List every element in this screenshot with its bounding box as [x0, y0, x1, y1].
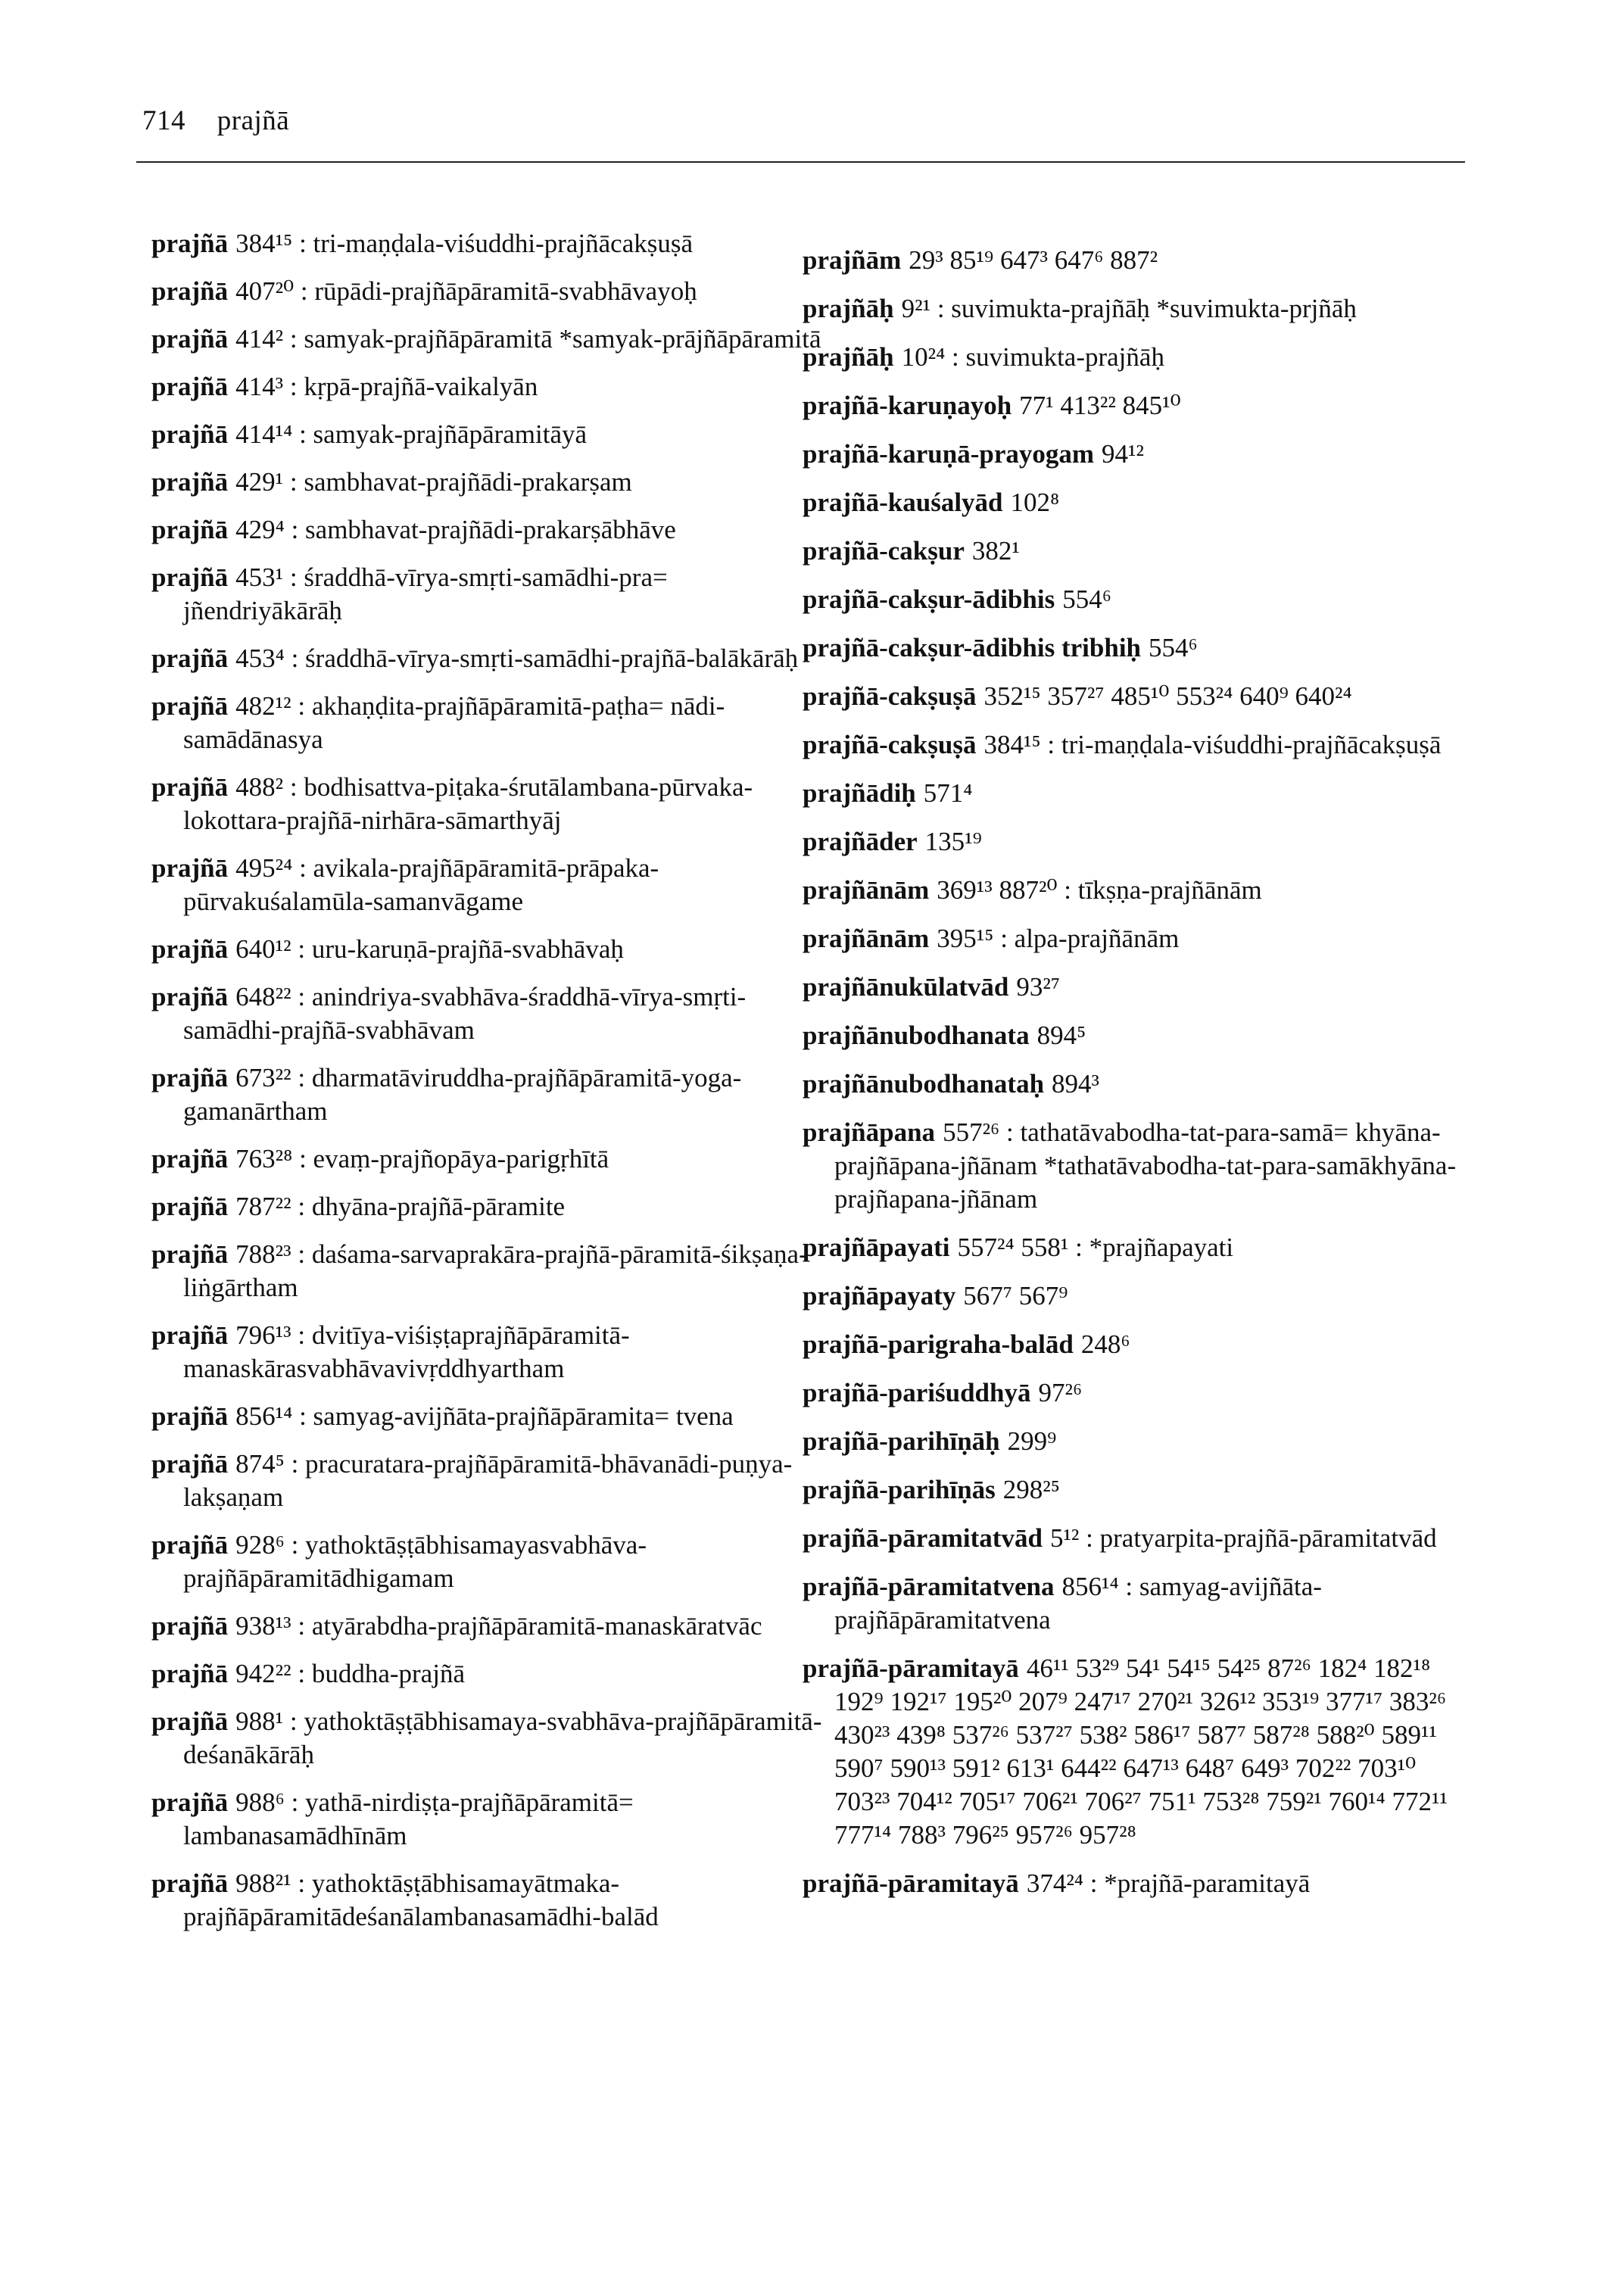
entry-headword: prajñā — [151, 1611, 229, 1641]
entry-references: 894³ — [1052, 1069, 1100, 1099]
entry-references: 384¹⁵ : tri-maṇḍala-viśuddhi-prajñācakṣuṣā — [235, 229, 694, 258]
entry-references: 369¹³ 887²⁰ : tīkṣṇa-prajñānām — [937, 875, 1262, 905]
entry-references: 571⁴ — [923, 778, 973, 808]
entry-headword: prajñāḥ — [803, 342, 894, 372]
entry-references: 673²² : dharmatāviruddha-prajñāpāramitā-yoga-gamanārtham — [183, 1063, 742, 1126]
entry-headword: prajñā-pāramitatvena — [803, 1572, 1055, 1601]
entry-references: 429¹ : sambhavat-prajñādi-prakarṣam — [235, 467, 632, 497]
entry-headword: prajñā — [151, 772, 229, 802]
index-entry — [803, 389, 1469, 422]
index-entry — [803, 1570, 1469, 1637]
entry-references: 395¹⁵ : alpa-prajñānām — [937, 924, 1180, 953]
entry-headword: prajñānubodhanataḥ — [803, 1069, 1045, 1099]
index-entry — [151, 1657, 833, 1691]
entry-references: 938¹³ : atyārabdha-prajñāpāramitā-manaskāratvāc — [235, 1611, 762, 1641]
index-entry — [151, 561, 833, 628]
entry-references: 557²⁴ 558¹ : *prajñapayati — [957, 1233, 1234, 1262]
index-entry — [803, 486, 1469, 519]
entry-headword: prajñādiḥ — [803, 778, 916, 808]
index-entry — [803, 1652, 1469, 1852]
index-entry — [151, 513, 833, 547]
entry-headword: prajñā — [151, 1530, 229, 1560]
index-entry — [803, 1328, 1469, 1361]
entry-headword: prajñā — [151, 276, 229, 306]
entry-headword: prajñā-cakṣuṣā — [803, 681, 977, 711]
entry-references: 102⁸ — [1010, 488, 1060, 517]
index-entry — [803, 583, 1469, 616]
index-entry — [803, 1279, 1469, 1313]
index-entry — [151, 1142, 833, 1176]
index-entry — [151, 1867, 833, 1934]
index-entry — [803, 631, 1469, 665]
entry-headword: prajñā — [151, 1144, 229, 1173]
entry-references: 928⁶ : yathoktāṣṭābhisamayasvabhāva-prajñāpāramitādhigamam — [183, 1530, 647, 1593]
index-entry — [151, 933, 833, 966]
header-rule — [136, 161, 1465, 163]
index-entry — [803, 971, 1469, 1004]
entry-references: 299⁹ — [1007, 1426, 1057, 1456]
entry-headword: prajñā — [151, 419, 229, 449]
index-entry — [151, 227, 833, 260]
index-entry — [803, 922, 1469, 955]
index-entry — [151, 1448, 833, 1514]
running-headword: prajñā — [217, 105, 290, 136]
index-entry — [151, 690, 833, 756]
entry-references: 988⁶ : yathā-nirdiṣṭa-prajñāpāramitā= lambanasamādhīnām — [183, 1788, 634, 1850]
entry-headword: prajñā-pariśuddhyā — [803, 1378, 1031, 1407]
index-entry — [151, 642, 833, 675]
entry-references: 135¹⁹ — [924, 827, 982, 856]
index-entry — [803, 1068, 1469, 1101]
index-entry — [151, 1238, 833, 1304]
index-entry — [151, 275, 833, 308]
entry-headword: prajñāpayaty — [803, 1281, 956, 1311]
entry-headword: prajñā — [151, 1063, 229, 1092]
entry-references: 557²⁶ : tathatāvabodha-tat-para-samā= khyāna-prajñāpana-jñānam *tathatāvabodha-tat-para-samākhyāna-prajñapana-jñānam — [834, 1117, 1457, 1214]
entry-headword: prajñānubodhanata — [803, 1021, 1030, 1050]
entry-references: 93²⁷ — [1016, 972, 1061, 1002]
entry-references: 352¹⁵ 357²⁷ 485¹⁰ 553²⁴ 640⁹ 640²⁴ — [983, 681, 1352, 711]
entry-headword: prajñā — [151, 982, 229, 1011]
index-entry — [803, 292, 1469, 326]
entry-references: 414³ : kṛpā-prajñā-vaikalyān — [235, 372, 538, 401]
index-entry — [151, 1529, 833, 1595]
entry-headword: prajñāder — [803, 827, 918, 856]
entry-headword: prajñā — [151, 1239, 229, 1269]
index-entry — [803, 874, 1469, 907]
entry-headword: prajñā — [151, 1788, 229, 1817]
index-entry — [803, 341, 1469, 374]
index-entry — [151, 1705, 833, 1772]
entry-headword: prajñānām — [803, 875, 930, 905]
entry-headword: prajñā — [151, 1401, 229, 1431]
entry-headword: prajñāpayati — [803, 1233, 950, 1262]
index-entry — [151, 771, 833, 837]
entry-references: 414¹⁴ : samyak-prajñāpāramitāyā — [235, 419, 588, 449]
index-entry — [151, 980, 833, 1047]
index-entry — [803, 1116, 1469, 1216]
entry-headword: prajñā-cakṣur — [803, 536, 965, 566]
index-entry — [803, 1019, 1469, 1052]
entry-headword: prajñā — [151, 229, 229, 258]
index-entry — [151, 1061, 833, 1128]
entry-references: 640¹² : uru-karuṇā-prajñā-svabhāvaḥ — [235, 934, 624, 964]
entry-references: 453¹ : śraddhā-vīrya-smṛti-samādhi-pra= jñendriyākārāḥ — [183, 563, 668, 625]
entry-headword: prajñā-cakṣur-ādibhis — [803, 584, 1055, 614]
entry-references: 856¹⁴ : samyag-avijñāta-prajñāpāramita= tvena — [235, 1401, 734, 1431]
entry-references: 894⁵ — [1036, 1021, 1086, 1050]
entry-headword: prajñā-pāramitayā — [803, 1869, 1019, 1898]
index-entry — [803, 1473, 1469, 1507]
index-entry — [151, 370, 833, 404]
index-entry — [803, 244, 1469, 277]
entry-references: 874⁵ : pracuratara-prajñāpāramitā-bhāvanādi-puṇya-lakṣaṇam — [183, 1449, 793, 1512]
index-entry — [803, 777, 1469, 810]
entry-headword: prajñā — [151, 467, 229, 497]
entry-headword: prajñā-parihīṇāḥ — [803, 1426, 1000, 1456]
entry-headword: prajñā — [151, 1869, 229, 1898]
entry-headword: prajñā — [151, 563, 229, 592]
entry-headword: prajñā — [151, 1320, 229, 1350]
entry-headword: prajñā-karuṇā-prayogam — [803, 439, 1095, 469]
index-entry — [151, 852, 833, 918]
index-entry — [803, 1231, 1469, 1264]
entry-references: 554⁶ — [1149, 633, 1198, 662]
entry-headword: prajñā — [151, 324, 229, 354]
right-column — [803, 244, 1469, 1915]
index-entry — [803, 1376, 1469, 1410]
entry-references: 407²⁰ : rūpādi-prajñāpāramitā-svabhāvayoḥ — [235, 276, 697, 306]
entry-headword: prajñā — [151, 515, 229, 544]
entry-references: 94¹² — [1102, 439, 1145, 469]
entry-references: 495²⁴ : avikala-prajñāpāramitā-prāpaka-pūrvakuśalamūla-samanvāgame — [183, 853, 659, 916]
index-entry — [803, 438, 1469, 471]
index-entry — [803, 1867, 1469, 1900]
entry-references: 567⁷ 567⁹ — [963, 1281, 1068, 1311]
entry-headword: prajñā — [151, 853, 229, 883]
entry-headword: prajñā — [151, 691, 229, 721]
entry-references: 298²⁵ — [1002, 1475, 1060, 1504]
entry-references: 374²⁴ : *prajñā-paramitayā — [1026, 1869, 1311, 1898]
index-entry — [803, 535, 1469, 568]
entry-references: 763²⁸ : evaṃ-prajñopāya-parigṛhītā — [235, 1144, 609, 1173]
entry-references: 77¹ 413²² 845¹⁰ — [1019, 391, 1181, 420]
entry-references: 29³ 85¹⁹ 647³ 647⁶ 887² — [909, 245, 1158, 275]
entry-headword: prajñāpana — [803, 1117, 936, 1147]
entry-headword: prajñā — [151, 644, 229, 673]
entry-references: 988²¹ : yathoktāṣṭābhisamayātmaka-prajñāpāramitādeśanālambanasamādhi-balād — [183, 1869, 659, 1931]
entry-references: 488² : bodhisattva-piṭaka-śrutālambana-pūrvaka-lokottara-prajñā-nirhāra-sāmarthyāj — [183, 772, 753, 835]
entry-headword: prajñā — [151, 372, 229, 401]
entry-headword: prajñāḥ — [803, 294, 894, 323]
entry-headword: prajñā-pāramitatvād — [803, 1523, 1043, 1553]
entry-headword: prajñām — [803, 245, 902, 275]
entry-headword: prajñā-cakṣur-ādibhis tribhiḥ — [803, 633, 1142, 662]
index-entry — [803, 680, 1469, 713]
entry-references: 10²⁴ : suvimukta-prajñāḥ — [901, 342, 1164, 372]
index-entry — [151, 323, 833, 356]
entry-references: 9²¹ : suvimukta-prajñāḥ *suvimukta-prjñāḥ — [901, 294, 1357, 323]
entry-references: 414² : samyak-prajñāpāramitā *samyak-prājñāpāramitā — [235, 324, 821, 354]
index-entry — [803, 728, 1469, 762]
page-header — [142, 104, 289, 137]
left-column — [151, 227, 833, 1948]
entry-references: 787²² : dhyāna-prajñā-pāramite — [235, 1192, 566, 1221]
index-entry — [151, 466, 833, 499]
entry-references: 248⁶ — [1080, 1329, 1130, 1359]
index-entry — [151, 1786, 833, 1853]
index-entry — [151, 1400, 833, 1433]
entry-headword: prajñā — [151, 1192, 229, 1221]
entry-references: 788²³ : daśama-sarvaprakāra-prajñā-pāramitā-śikṣaṇa-liṅgārtham — [183, 1239, 808, 1302]
index-entry — [803, 1425, 1469, 1458]
entry-headword: prajñānukūlatvād — [803, 972, 1009, 1002]
index-entry — [151, 1610, 833, 1643]
entry-references: 97²⁶ — [1038, 1378, 1083, 1407]
entry-headword: prajñā-cakṣuṣā — [803, 730, 977, 759]
entry-references: 988¹ : yathoktāṣṭābhisamaya-svabhāva-prajñāpāramitā-deśanākārāḥ — [183, 1706, 822, 1769]
entry-references: 46¹¹ 53²⁹ 54¹ 54¹⁵ 54²⁵ 87²⁶ 182⁴ 182¹⁸ 192⁹ 192¹⁷ 195²⁰ 207⁹ 247¹⁷ 270²¹ 326¹² 353¹⁹ 377¹⁷ 383²⁶ 430²³ 439⁸ 537²⁶ 537²⁷ 538² 586¹⁷ 587⁷ 587²⁸ 588²⁰ 589¹¹ 590⁷ 590¹³ 591² 613¹ 644²² 647¹³ 648⁷ 649³ 702²² 703¹⁰ 703²³ 704¹² 705¹⁷ 706²¹ 706²⁷ 751¹ 753²⁸ 759²¹ 760¹⁴ 772¹¹ 777¹⁴ 788³ 796²⁵ 957²⁶ 957²⁸ — [834, 1653, 1448, 1850]
entry-headword: prajñā-parihīṇās — [803, 1475, 996, 1504]
index-entry — [803, 825, 1469, 859]
entry-references: 796¹³ : dvitīya-viśiṣṭaprajñāpāramitā-manaskārasvabhāvavivṛddhyartham — [183, 1320, 630, 1383]
entry-references: 382¹ — [971, 536, 1020, 566]
index-entry — [803, 1522, 1469, 1555]
index-entry — [151, 1319, 833, 1385]
entry-headword: prajñā — [151, 934, 229, 964]
entry-headword: prajñā — [151, 1449, 229, 1479]
entry-references: 5¹² : pratyarpita-prajñā-pāramitatvād — [1049, 1523, 1437, 1553]
entry-references: 384¹⁵ : tri-maṇḍala-viśuddhi-prajñācakṣuṣā — [983, 730, 1442, 759]
entry-headword: prajñā-kauśalyād — [803, 488, 1003, 517]
entry-references: 856¹⁴ : samyag-avijñāta-prajñāpāramitatvena — [834, 1572, 1322, 1635]
entry-references: 554⁶ — [1062, 584, 1111, 614]
entry-headword: prajñā-pāramitayā — [803, 1653, 1019, 1683]
index-entry — [151, 1190, 833, 1223]
entry-references: 429⁴ : sambhavat-prajñādi-prakarṣābhāve — [235, 515, 676, 544]
entry-headword: prajñā-karuṇayoḥ — [803, 391, 1012, 420]
entry-headword: prajñā — [151, 1706, 229, 1736]
entry-headword: prajñānām — [803, 924, 930, 953]
entry-references: 942²² : buddha-prajñā — [235, 1659, 465, 1688]
page-number: 714 — [142, 105, 185, 136]
entry-references: 482¹² : akhaṇḍita-prajñāpāramitā-paṭha= nādi-samādānasya — [183, 691, 725, 754]
entry-headword: prajñā-parigraha-balād — [803, 1329, 1074, 1359]
entry-headword: prajñā — [151, 1659, 229, 1688]
entry-references: 648²² : anindriya-svabhāva-śraddhā-vīrya-smṛti-samādhi-prajñā-svabhāvam — [183, 982, 747, 1045]
entry-references: 453⁴ : śraddhā-vīrya-smṛti-samādhi-prajñā-balākārāḥ — [235, 644, 799, 673]
index-entry — [151, 418, 833, 451]
